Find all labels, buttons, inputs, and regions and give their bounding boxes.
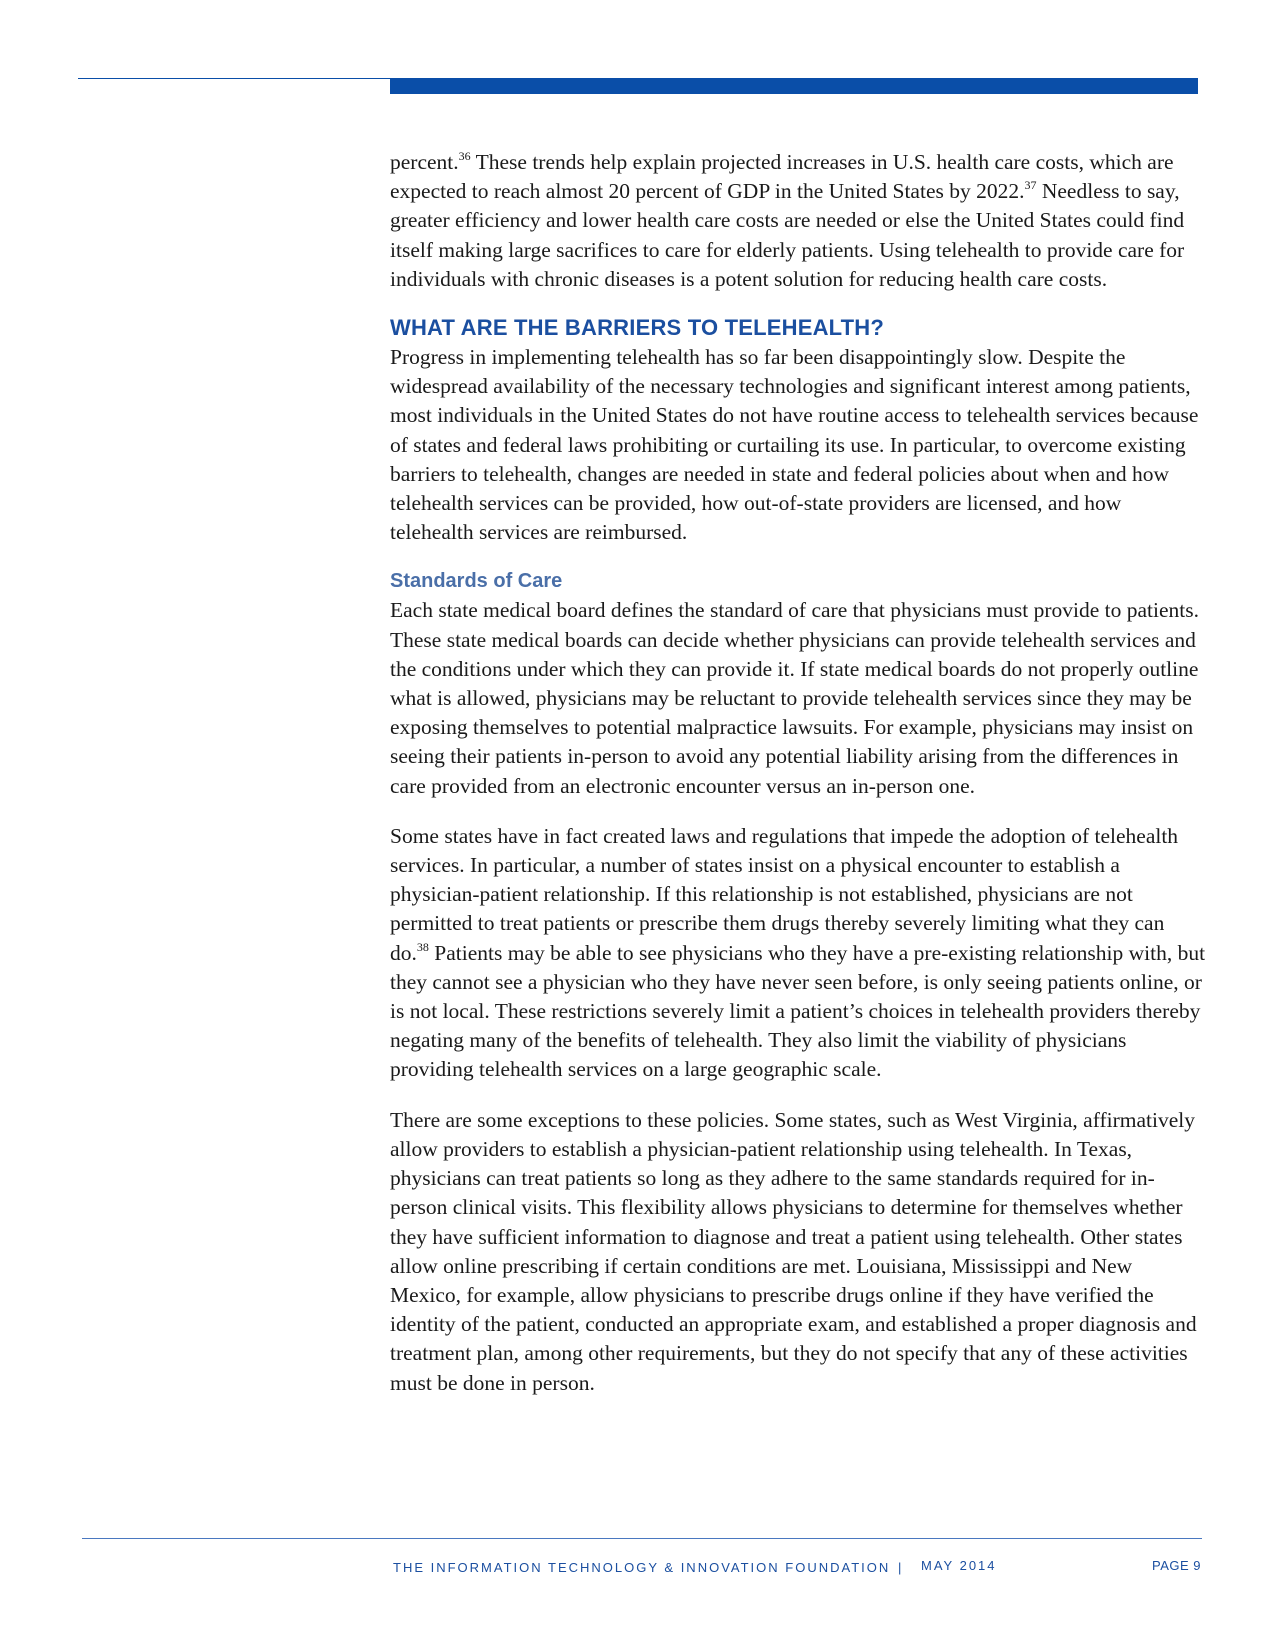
footer-rule: [82, 1538, 1202, 1539]
intro-text-part: Needless to say, greater efficiency and lower health care costs are needed or else the United States could find itself making large sacrifices to care for elderly patients. Using telehealth to provide care for individuals with chronic diseases is a potent solution for reducing health care costs.: [390, 179, 1185, 291]
footnote-ref-37[interactable]: 37: [1024, 178, 1037, 193]
paragraph-text-part: Some states have in fact created laws and regulations that impede the adoption of telehealth services. In particular, a number of states insist on a physical encounter to establish a physician-patient relationship. If this relationship is not established, physicians are not permitted to treat patients or prescribe them drugs thereby severely limiting what they can do.: [390, 823, 1179, 965]
footer-separator: |: [898, 1560, 902, 1575]
standards-paragraph-2: [390, 822, 1208, 1085]
section-heading-barriers: WHAT ARE THE BARRIERS TO TELEHEALTH?: [390, 315, 885, 341]
intro-text-part: percent.: [390, 150, 459, 174]
standards-paragraph-3: There are some exceptions to these policies. Some states, such as West Virginia, affirmatively allow providers to establish a physician-patient relationship using telehealth. In Texas, physicians can treat patients so long as they adhere to the same standards required for in-person clinical visits. This flexibility allows physicians to determine for themselves whether they have sufficient information to diagnose and treat a patient using telehealth. Other states allow online prescribing if certain conditions are met. Louisiana, Mississippi and New Mexico, for example, allow physicians to prescribe drugs online if they have verified the identity of the patient, conducted an appropriate exam, and established a proper diagnosis and treatment plan, among other requirements, but they do not specify that any of these activities must be done in person.: [390, 1107, 1197, 1395]
footer-date: MAY 2014: [921, 1558, 997, 1573]
footnote-ref-36[interactable]: 36: [458, 148, 471, 163]
subsection-heading-standards: Standards of Care: [390, 570, 563, 593]
standards-paragraph-1: Each state medical board defines the standard of care that physicians must provide to patients. These state medical boards can decide whether physicians can provide telehealth services and the conditions under which they can provide it. If state medical boards do not properly outline what is allowed, physicians may be reluctant to provide telehealth services since they may be exposing themselves to potential malpractice lawsuits. For example, physicians may insist on seeing their patients in-person to avoid any potential liability arising from the differences in care provided from an electronic encounter versus an in-person one.: [390, 598, 1199, 798]
footer-organization: THE INFORMATION TECHNOLOGY & INNOVATION FOUNDATION: [393, 1560, 891, 1575]
footer-page-number: PAGE 9: [1151, 1558, 1201, 1573]
intro-paragraph: [390, 148, 1208, 294]
footnote-ref-38[interactable]: 38: [416, 939, 429, 954]
paragraph-text-part: Patients may be able to see physicians who they have a pre-existing relationship with, but they cannot see a physician who they have never seen before, is only seeing patients online, or is not local. These restrictions severely limit a patient’s choices in telehealth providers thereby negating many of the benefits of telehealth. They also limit the viability of physicians providing telehealth services on a large geographic scale.: [390, 940, 1206, 1082]
page-body: [390, 148, 1208, 1419]
page-footer: [393, 1558, 1201, 1582]
intro-text-part: These trends help explain projected increases in U.S. health care costs, which are expected to reach almost 20 percent of GDP in the United States by 2022.: [390, 150, 1174, 204]
header-accent-bar: [390, 78, 1198, 94]
barriers-paragraph: Progress in implementing telehealth has so far been disappointingly slow. Despite the widespread availability of the necessary technologies and significant interest among patients, most individuals in the United States do not have routine access to telehealth services because of states and federal laws prohibiting or curtailing its use. In particular, to overcome existing barriers to telehealth, changes are needed in state and federal policies about when and how telehealth services can be provided, how out-of-state providers are licensed, and how telehealth services are reimbursed.: [390, 345, 1199, 545]
